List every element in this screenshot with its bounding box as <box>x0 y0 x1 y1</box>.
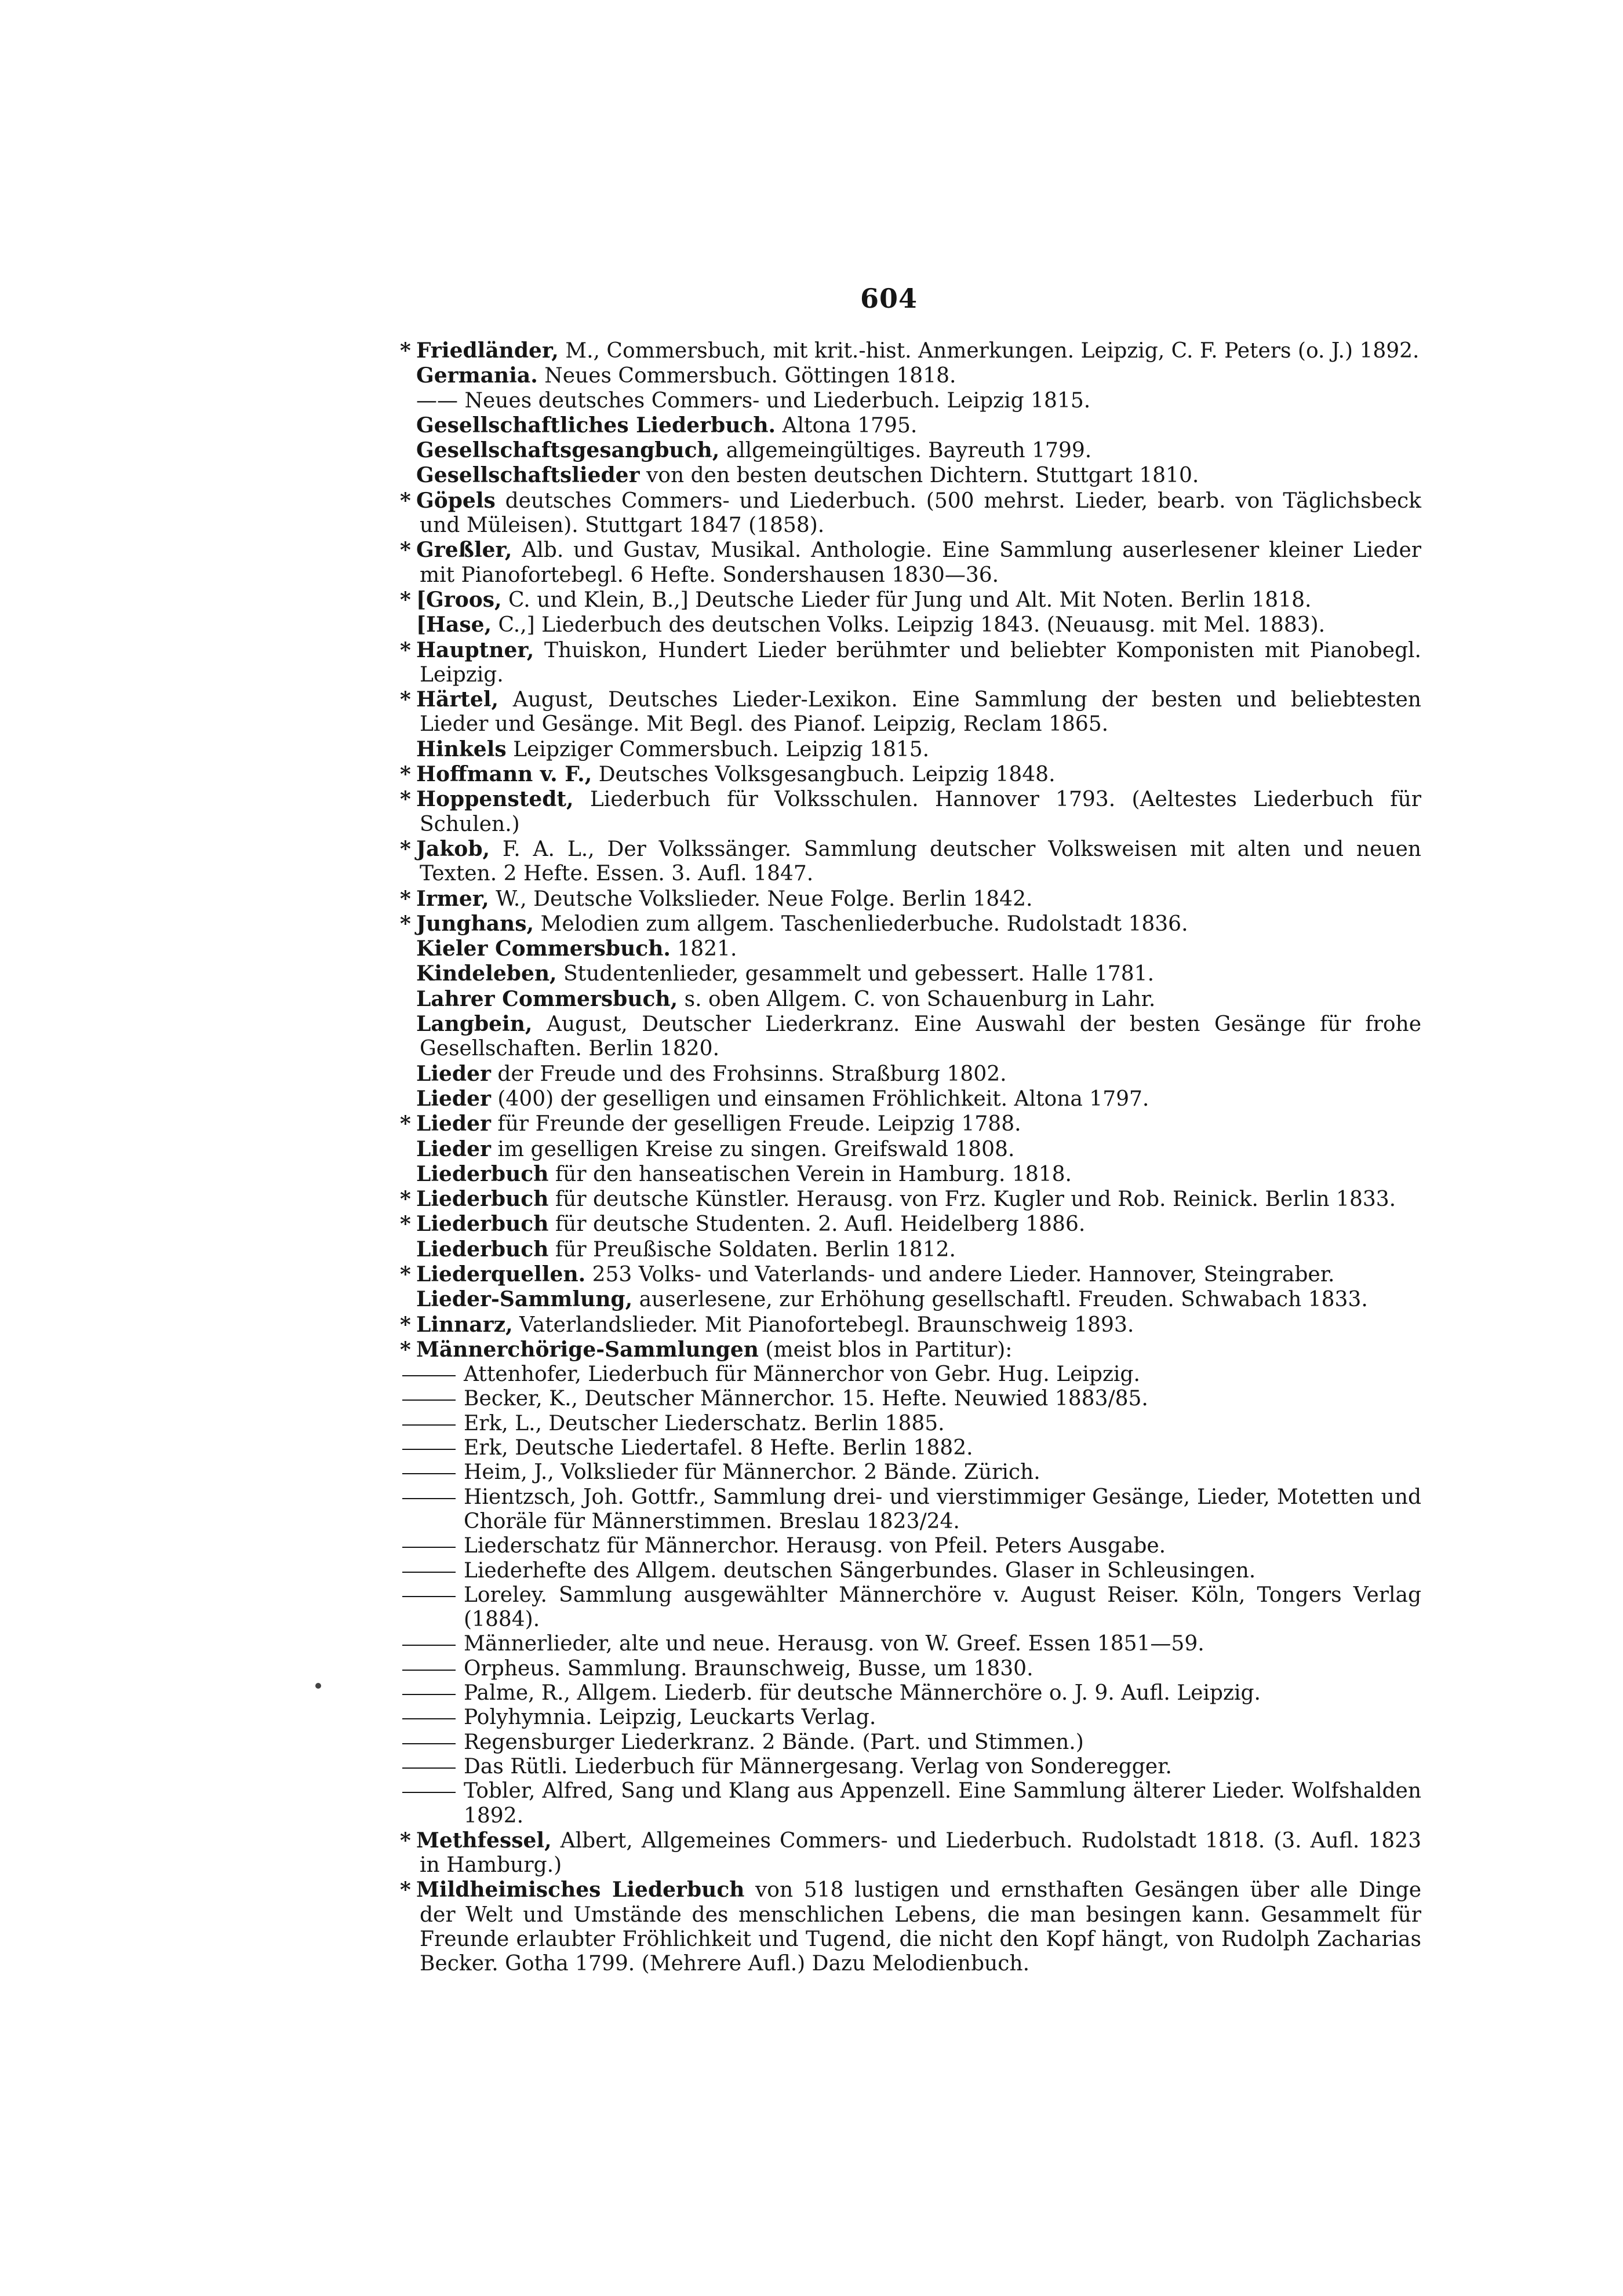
bibliography-entry <box>400 1705 1421 1730</box>
entry-heading: Hoffmann v. F., <box>416 762 592 787</box>
entry-text: Melodien zum allgem. Taschenliederbuche. Rudolstadt 1836. <box>534 912 1188 936</box>
ditto-dash <box>402 1375 456 1376</box>
entry-text: —— Neues deutsches Commers- und Liederbuch. Leipzig 1815. <box>416 388 1091 413</box>
bibliography-entry <box>400 1262 1421 1287</box>
entry-text: Hientzsch, Joh. Gottfr., Sammlung drei- und vierstimmiger Gesänge, Lieder, Motetten und Choräle für Männerstimmen. Breslau 1823/24. <box>464 1485 1421 1533</box>
bibliography-entry <box>400 1187 1421 1212</box>
entry-heading: Lieder <box>416 1086 491 1111</box>
entry-asterisk: * <box>400 1111 411 1136</box>
ditto-dash <box>402 1792 456 1793</box>
entry-text: Deutsches Volksgesangbuch. Leipzig 1848. <box>592 763 1056 787</box>
bibliography-entry <box>400 1559 1421 1583</box>
entry-text: Attenhofer, Liederbuch für Männerchor von Gebr. Hug. Leipzig. <box>464 1362 1140 1387</box>
bibliography-entry <box>400 1583 1421 1632</box>
bibliography-entry <box>400 613 1421 637</box>
entry-asterisk: * <box>400 1828 411 1853</box>
bibliography-entry <box>400 1632 1421 1656</box>
entry-text: für Preußische Soldaten. Berlin 1812. <box>548 1237 956 1262</box>
entry-heading: Liederbuch <box>416 1161 549 1186</box>
entry-asterisk: * <box>400 587 411 612</box>
entry-heading: Männerchörige-Sammlungen <box>416 1337 759 1362</box>
entry-heading: [Groos, <box>416 587 502 612</box>
bibliography-entry <box>400 588 1421 613</box>
bibliography-entry <box>400 538 1421 588</box>
bibliography-entry <box>400 961 1421 986</box>
entry-text: (meist blos in Partitur): <box>758 1337 1013 1362</box>
entry-asterisk: * <box>400 1312 411 1337</box>
entry-heading: Hoppenstedt, <box>416 787 574 812</box>
entry-heading: Lahrer Commersbuch, <box>416 986 678 1011</box>
bibliography-entry <box>400 936 1421 961</box>
ditto-dash <box>402 1424 456 1426</box>
bibliography-entry <box>400 1534 1421 1558</box>
ditto-dash <box>402 1670 456 1671</box>
entry-asterisk: * <box>400 1212 411 1237</box>
entry-text: August, Deutscher Liederkranz. Eine Auswahl der besten Gesänge für frohe Gesellschaften. Berlin 1820. <box>420 1012 1421 1061</box>
entry-asterisk: * <box>400 1187 411 1212</box>
ditto-dash <box>402 1498 456 1499</box>
ditto-dash <box>402 1767 456 1769</box>
bibliography-entry <box>400 1237 1421 1262</box>
entry-text: Das Rütli. Liederbuch für Männergesang. Verlag von Sonderegger. <box>464 1754 1172 1779</box>
entry-heading: Liederbuch <box>416 1237 549 1262</box>
entry-text: von den besten deutschen Dichtern. Stuttgart 1810. <box>639 464 1199 488</box>
entry-text: Männerlieder, alte und neue. Herausg. von W. Greef. Essen 1851—59. <box>464 1632 1204 1656</box>
ditto-dash <box>402 1694 456 1695</box>
entry-heading: [Hase, <box>416 613 492 637</box>
entry-text: C.,] Liederbuch des deutschen Volks. Leipzig 1843. (Neuausg. mit Mel. 1883). <box>492 613 1326 637</box>
entry-text: W., Deutsche Volkslieder. Neue Folge. Berlin 1842. <box>489 887 1033 911</box>
entry-text: 1821. <box>670 937 737 961</box>
entry-asterisk: * <box>400 836 411 861</box>
bibliography-entry <box>400 687 1421 737</box>
entry-text: Orpheus. Sammlung. Braunschweig, Busse, um 1830. <box>464 1656 1034 1681</box>
bibliography-entry <box>400 438 1421 463</box>
entry-heading: Lieder <box>416 1136 491 1161</box>
entry-heading: Liederbuch <box>416 1187 549 1212</box>
entry-text: M., Commersbuch, mit krit.-hist. Anmerkungen. Leipzig, C. F. Peters (o. J.) 1892. <box>558 339 1420 363</box>
entry-heading: Langbein, <box>416 1012 533 1037</box>
bibliography-entry <box>400 1436 1421 1460</box>
entry-text: Altona 1795. <box>776 413 918 438</box>
entry-text: s. oben Allgem. C. von Schauenburg in Lahr. <box>678 987 1156 1011</box>
entry-text: Liederschatz für Männerchor. Herausg. von Pfeil. Peters Ausgabe. <box>464 1534 1166 1558</box>
ditto-dash <box>402 1596 456 1597</box>
entry-text: von 518 lustigen und ernsthaften Gesängen über alle Dinge der Welt und Umstände des menschlichen Lebens, die man besingen kann. Gesammelt für Freunde erlaubter Fröhlichkeit und Tugend, die nicht den Kopf hängt, von Rudolph Zacharias Becker. Gotha 1799. (Mehrere Aufl.) Dazu Melodienbuch. <box>420 1878 1422 1976</box>
bibliography-entry <box>400 489 1421 538</box>
entry-text: für Freunde der geselligen Freude. Leipzig 1788. <box>490 1112 1021 1136</box>
entry-heading: Junghans, <box>416 911 534 936</box>
entry-asterisk: * <box>400 1337 411 1362</box>
bibliography-entry <box>400 1485 1421 1535</box>
entry-text: der Freude und des Frohsinns. Straßburg 1802. <box>490 1062 1007 1086</box>
entry-text: Heim, J., Volkslieder für Männerchor. 2 Bände. Zürich. <box>464 1460 1040 1485</box>
entry-text: Palme, R., Allgem. Liederb. für deutsche Männerchöre o. J. 9. Aufl. Leipzig. <box>464 1681 1261 1705</box>
entry-asterisk: * <box>400 1878 411 1903</box>
entry-text: Erk, L., Deutscher Liederschatz. Berlin 1885. <box>464 1411 945 1435</box>
entry-asterisk: * <box>400 762 411 787</box>
ditto-dash <box>402 1547 456 1548</box>
bibliography-entry <box>400 762 1421 787</box>
bibliography-entry <box>400 1137 1421 1162</box>
bibliography-entry <box>400 737 1421 762</box>
bibliography-entry <box>400 1657 1421 1681</box>
bibliography-entry <box>400 1212 1421 1237</box>
bibliography-entry <box>400 463 1421 488</box>
entry-heading: Liederbuch <box>416 1212 549 1237</box>
ditto-dash <box>402 1572 456 1573</box>
entry-heading: Irmer, <box>416 886 489 911</box>
bibliography-entry <box>400 887 1421 912</box>
bibliography-entry <box>400 1162 1421 1187</box>
bibliography-entry <box>400 1828 1421 1878</box>
entry-text: Loreley. Sammlung ausgewählter Männerchöre v. August Reiser. Köln, Tongers Verlag (1884). <box>464 1583 1421 1632</box>
entry-heading: Greßler, <box>416 538 512 563</box>
entry-text: Alb. und Gustav, Musikal. Anthologie. Eine Sammlung auserlesener kleiner Lieder mit Pianofortebegl. 6 Hefte. Sondershausen 1830—36. <box>420 538 1421 587</box>
entry-text: Liederbuch für Volksschulen. Hannover 1793. (Aeltestes Liederbuch für Schulen.) <box>420 788 1421 836</box>
bibliography-entry <box>400 1387 1421 1411</box>
entry-text: Becker, K., Deutscher Männerchor. 15. Hefte. Neuwied 1883/85. <box>464 1387 1148 1411</box>
ditto-dash <box>402 1473 456 1474</box>
entry-text: Polyhymnia. Leipzig, Leuckarts Verlag. <box>464 1705 876 1730</box>
entry-text: für deutsche Studenten. 2. Aufl. Heidelberg 1886. <box>548 1212 1086 1237</box>
entry-heading: Göpels <box>416 488 496 513</box>
bibliography-entry <box>400 413 1421 438</box>
entry-text: Thuiskon, Hundert Lieder berühmter und beliebter Komponisten mit Pianobegl. Leipzig. <box>420 638 1421 687</box>
entry-heading: Mildheimisches Liederbuch <box>416 1878 745 1903</box>
entry-asterisk: * <box>400 687 411 712</box>
entry-heading: Kieler Commersbuch. <box>416 936 671 961</box>
bibliography-entry <box>400 1681 1421 1705</box>
entry-text: im geselligen Kreise zu singen. Greifswald 1808. <box>490 1137 1015 1161</box>
bibliography-entry <box>400 1878 1421 1976</box>
entry-asterisk: * <box>400 911 411 936</box>
entry-text: für deutsche Künstler. Herausg. von Frz. Kugler und Rob. Reinick. Berlin 1833. <box>548 1187 1396 1212</box>
entry-asterisk: * <box>400 637 411 662</box>
bibliography-entry <box>400 1412 1421 1436</box>
entry-text: deutsches Commers- und Liederbuch. (500 mehrst. Lieder, bearb. von Täglichsbeck und Müleisen). Stuttgart 1847 (1858). <box>420 489 1421 538</box>
entry-heading: Gesellschaftliches Liederbuch. <box>416 413 776 438</box>
bibliography-entry <box>400 1337 1421 1362</box>
bibliography-entry <box>400 837 1421 887</box>
entry-heading: Hinkels <box>416 737 507 761</box>
entry-asterisk: * <box>400 1262 411 1287</box>
entry-text: Erk, Deutsche Liedertafel. 8 Hefte. Berlin 1882. <box>464 1436 973 1460</box>
entry-heading: Germania. <box>416 363 538 388</box>
bibliography-entry <box>400 389 1421 413</box>
entry-text: Tobler, Alfred, Sang und Klang aus Appenzell. Eine Sammlung älterer Lieder. Wolfshalden 1892. <box>464 1779 1421 1828</box>
bibliography-entry <box>400 638 1421 688</box>
bibliography-entry <box>400 987 1421 1012</box>
bibliography-entry <box>400 1460 1421 1485</box>
entry-heading: Gesellschaftslieder <box>416 463 640 488</box>
bibliography-list <box>400 338 1421 1977</box>
entry-heading: Lieder <box>416 1061 491 1086</box>
entry-text: Albert, Allgemeines Commers- und Liederbuch. Rudolstadt 1818. (3. Aufl. 1823 in Hamburg.) <box>420 1828 1421 1878</box>
entry-text: F. A. L., Der Volkssänger. Sammlung deutscher Volksweisen mit alten und neuen Texten. 2 Hefte. Essen. 3. Aufl. 1847. <box>420 837 1421 886</box>
entry-text: für den hanseatischen Verein in Hamburg. 1818. <box>548 1162 1072 1186</box>
bibliography-entry <box>400 1287 1421 1312</box>
entry-heading: Linnarz, <box>416 1312 513 1337</box>
entry-heading: Hauptner, <box>416 637 534 662</box>
entry-text: Vaterlandslieder. Mit Pianofortebegl. Braunschweig 1893. <box>512 1313 1134 1337</box>
page-number: 604 <box>860 283 918 314</box>
ditto-dash <box>402 1449 456 1450</box>
bibliography-entry <box>400 1012 1421 1062</box>
ditto-dash <box>402 1645 456 1646</box>
bibliography-entry <box>400 1730 1421 1755</box>
entry-asterisk: * <box>400 787 411 812</box>
entry-text: 253 Volks- und Vaterlands- und andere Lieder. Hannover, Steingraber. <box>585 1262 1335 1287</box>
entry-heading: Gesellschaftsgesangbuch, <box>416 438 720 463</box>
entry-text: Liederhefte des Allgem. deutschen Sängerbundes. Glaser in Schleusingen. <box>464 1558 1256 1583</box>
entry-asterisk: * <box>400 338 411 363</box>
entry-heading: Kindeleben, <box>416 961 557 986</box>
bibliography-entry <box>400 1087 1421 1111</box>
margin-mark <box>315 1683 321 1689</box>
entry-heading: Friedländer, <box>416 338 559 363</box>
ditto-dash <box>402 1400 456 1401</box>
entry-text: C. und Klein, B.,] Deutsche Lieder für Jung und Alt. Mit Noten. Berlin 1818. <box>501 588 1312 612</box>
entry-heading: Liederquellen. <box>416 1262 586 1287</box>
bibliography-entry <box>400 363 1421 388</box>
entry-asterisk: * <box>400 488 411 513</box>
entry-text: Leipziger Commersbuch. Leipzig 1815. <box>506 737 930 761</box>
bibliography-entry <box>400 338 1421 363</box>
bibliography-entry <box>400 912 1421 936</box>
entry-heading: Lieder <box>416 1111 491 1136</box>
entry-text: Regensburger Liederkranz. 2 Bände. (Part. und Stimmen.) <box>464 1730 1084 1754</box>
entry-text: auserlesene, zur Erhöhung gesellschaftl. Freuden. Schwabach 1833. <box>632 1288 1368 1312</box>
entry-text: Neues Commersbuch. Göttingen 1818. <box>537 364 956 388</box>
entry-text: August, Deutsches Lieder-Lexikon. Eine Sammlung der besten und beliebtesten Lieder und Gesänge. Mit Begl. des Pianof. Leipzig, Reclam 1865. <box>420 688 1421 737</box>
bibliography-entry <box>400 1362 1421 1387</box>
entry-heading: Jakob, <box>416 836 490 861</box>
entry-asterisk: * <box>400 886 411 911</box>
bibliography-entry <box>400 1779 1421 1828</box>
bibliography-entry <box>400 1755 1421 1779</box>
ditto-dash <box>402 1718 456 1719</box>
entry-text: allgemeingültiges. Bayreuth 1799. <box>719 439 1092 463</box>
bibliography-entry <box>400 787 1421 837</box>
entry-text: Studentenlieder, gesammelt und gebessert. Halle 1781. <box>556 962 1155 986</box>
bibliography-entry <box>400 1111 1421 1136</box>
entry-heading: Methfessel, <box>416 1828 552 1853</box>
bibliography-entry <box>400 1313 1421 1337</box>
entry-heading: Lieder-Sammlung, <box>416 1287 633 1312</box>
ditto-dash <box>402 1743 456 1744</box>
bibliography-entry <box>400 1062 1421 1087</box>
entry-heading: Härtel, <box>416 687 499 712</box>
entry-asterisk: * <box>400 538 411 563</box>
entry-text: (400) der geselligen und einsamen Fröhlichkeit. Altona 1797. <box>490 1087 1149 1111</box>
